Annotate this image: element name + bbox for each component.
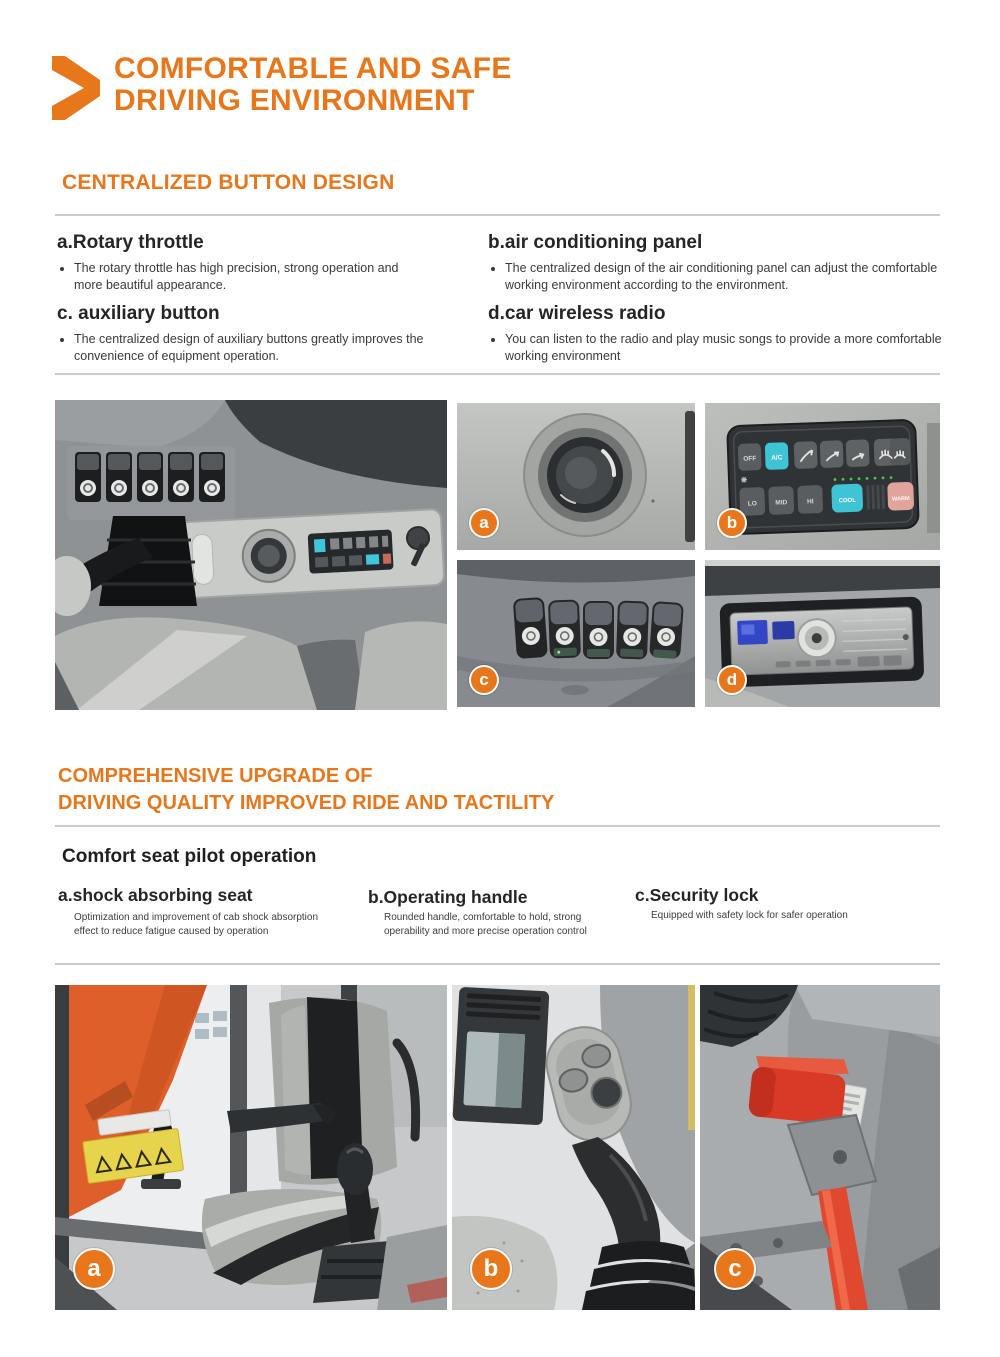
feature-shock-absorbing-seat-desc: Optimization and improvement of cab shock absorption effect to reduce fatigue caused by operation [74, 912, 319, 937]
divider [55, 214, 940, 216]
divider [55, 963, 940, 965]
rocker-switch-bank-icon [67, 446, 235, 520]
feature-desc: • The centralized design of auxiliary buttons greatly improves the convenience of equipment operation. [74, 331, 429, 366]
divider [55, 373, 940, 375]
feature-rotary-throttle [57, 232, 429, 295]
rocker-switches-icon [513, 597, 684, 660]
photo-car-radio [705, 560, 940, 707]
feature-desc: • You can listen to the radio and play music songs to provide a more comfortable working environment [505, 331, 960, 366]
photo-security-lock [700, 985, 940, 1310]
divider [55, 825, 940, 827]
feature-desc: • The centralized design of the air conditioning panel can adjust the comfortable working environment according to the environment. [505, 260, 946, 295]
feature-title: c. auxiliary button [57, 303, 220, 324]
feature-auxiliary-button [57, 303, 429, 366]
photo-auxiliary-switches [457, 560, 695, 707]
photo-badge-a: a [469, 508, 499, 538]
ac-off-button: OFF [743, 455, 757, 463]
feature-title: a.Rotary throttle [57, 232, 204, 253]
page-title-line1: COMFORTABLE AND SAFE [114, 52, 512, 85]
feature-car-wireless-radio [488, 303, 960, 366]
section2-heading-line1: COMPREHENSIVE UPGRADE OF [58, 765, 373, 787]
feature-security-lock-title: c.Security lock [635, 885, 759, 905]
feature-security-lock-desc: Equipped with safety lock for safer operation [651, 910, 848, 921]
photo-badge-c: c [469, 665, 499, 695]
section2-heading [58, 763, 554, 817]
photo-badge-d: d [717, 665, 747, 695]
ac-ac-button: A/C [771, 454, 783, 462]
feature-title: d.car wireless radio [488, 303, 666, 324]
page-title-line2: DRIVING ENVIRONMENT [114, 84, 475, 117]
feature-operating-handle-desc: Rounded handle, comfortable to hold, strong operability and more precise operation control [384, 912, 587, 937]
brand-chevron-icon [50, 54, 102, 122]
feature-shock-absorbing-seat-title: a.shock absorbing seat [58, 885, 253, 905]
feature-air-conditioning-panel [488, 232, 946, 295]
fan-lo-button: LO [747, 500, 757, 508]
feature-title: b.air conditioning panel [488, 232, 703, 253]
photo-cab-seat [55, 985, 447, 1310]
photo-operating-handle [452, 985, 695, 1310]
snowflake-icon [741, 477, 747, 483]
photo-badge-b: b [717, 508, 747, 538]
cab-console-illustration [55, 400, 447, 710]
fan-mid-button: MID [775, 499, 788, 507]
page-title [114, 53, 512, 117]
photo-rotary-throttle [457, 403, 695, 550]
section1-heading: CENTRALIZED BUTTON DESIGN [62, 171, 395, 194]
section2-subheading: Comfort seat pilot operation [62, 846, 317, 867]
photo-badge-b: b [470, 1248, 512, 1290]
cool-button: COOL [838, 497, 857, 505]
console-panel-icon [169, 509, 445, 599]
photo-badge-c: c [714, 1248, 756, 1290]
monitor-icon [453, 987, 550, 1126]
section2-heading-line2: DRIVING QUALITY IMPROVED RIDE AND TACTILITY [58, 792, 555, 814]
fan-hi-button: HI [806, 498, 814, 506]
photo-cab-console [55, 400, 447, 710]
warm-button: WARM [891, 495, 910, 503]
radio-head-unit-icon [719, 597, 924, 688]
feature-desc: • The rotary throttle has high precision, strong operation and more beautiful appearance. [74, 260, 429, 295]
feature-operating-handle-title: b.Operating handle [368, 887, 528, 907]
photo-badge-a: a [73, 1248, 115, 1290]
photo-ac-panel [705, 403, 940, 550]
